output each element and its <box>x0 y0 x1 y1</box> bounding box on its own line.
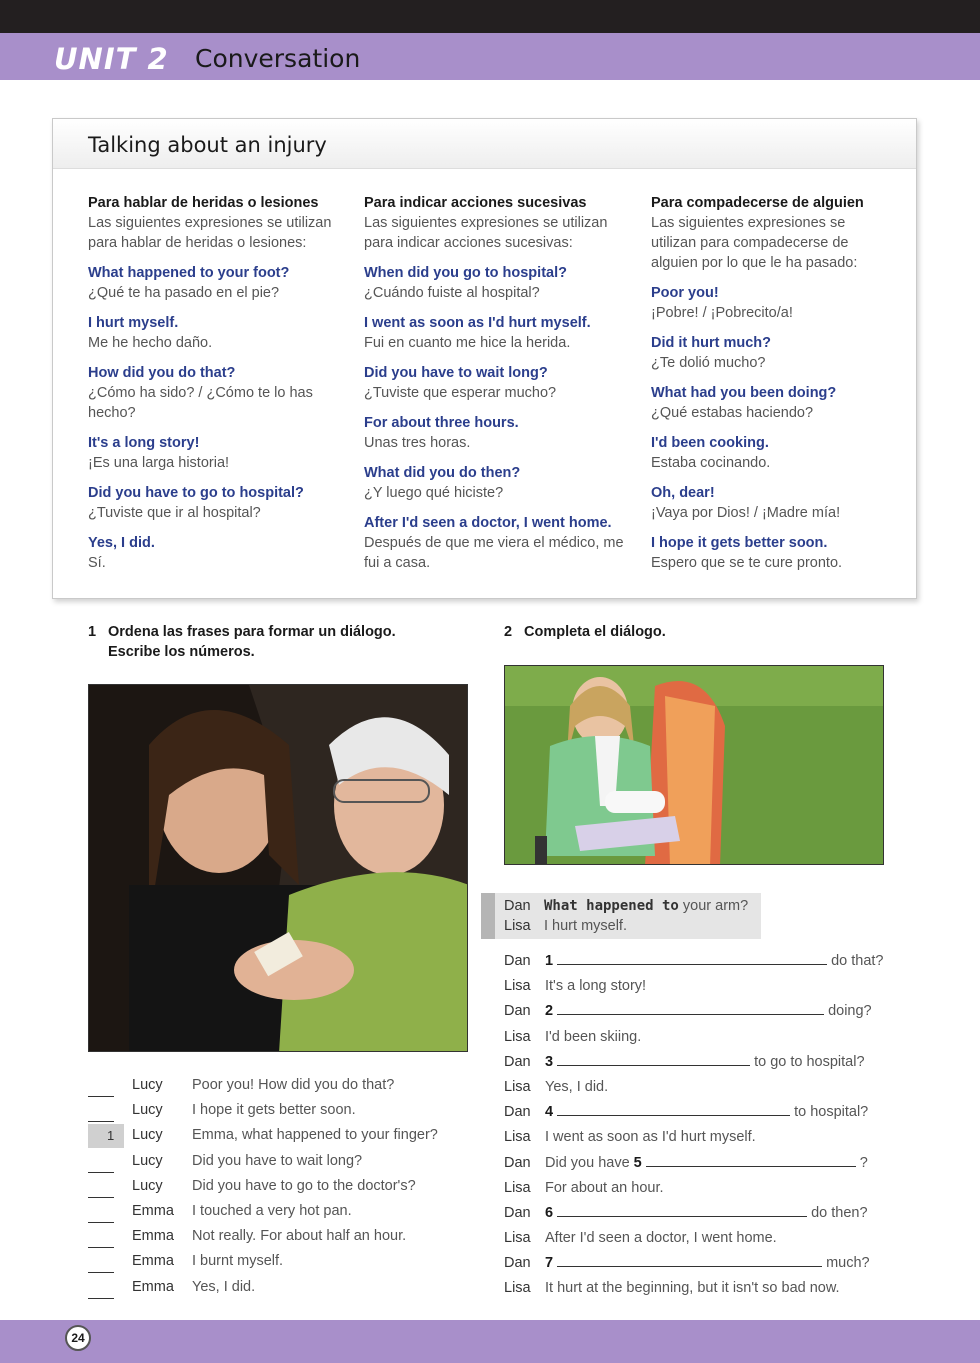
phrase-english: Oh, dear! <box>651 485 715 501</box>
utterance <box>545 1202 868 1224</box>
phrase-item <box>364 513 629 573</box>
phrase-item <box>88 363 343 423</box>
answer-blank-line[interactable] <box>557 951 827 965</box>
phrase-spanish: ¡Pobre! / ¡Pobrecito/a! <box>651 305 793 321</box>
gap-number: 5 <box>633 1154 642 1171</box>
phrase-column-sequences <box>364 193 629 583</box>
order-number-blank[interactable] <box>88 1153 114 1173</box>
utterance: Yes, I did. <box>545 1078 609 1095</box>
speaker-name: Lucy <box>132 1102 163 1119</box>
phrase-english: Did it hurt much? <box>651 335 772 351</box>
phrase-spanish: ¿Te dolió mucho? <box>651 355 766 371</box>
phrase-item <box>364 363 629 403</box>
phrase-item <box>364 263 629 303</box>
phrase-item <box>364 313 629 353</box>
dialogue-line <box>504 1051 882 1076</box>
phrase-item <box>88 483 343 523</box>
order-number-blank[interactable] <box>88 1228 114 1248</box>
speaker-name: Dan <box>504 1053 531 1070</box>
exercise-2-number: 2 <box>504 624 513 640</box>
phrase-english: I'd been cooking. <box>651 435 769 451</box>
answer-blank-line[interactable] <box>557 1052 750 1066</box>
gap-number: 4 <box>545 1104 554 1121</box>
exercise-2-title <box>504 622 666 642</box>
answer-blank-line[interactable] <box>557 1203 807 1217</box>
dialogue-line <box>504 1202 882 1227</box>
column-title: Para hablar de heridas o lesiones <box>88 195 319 211</box>
example-speaker: Dan <box>504 898 531 914</box>
photo-bandaging-finger <box>88 684 468 1052</box>
phrase-spanish: ¿Qué estabas haciendo? <box>651 405 814 421</box>
dialogue-line <box>504 1227 882 1252</box>
top-black-bar <box>0 0 980 33</box>
example-line-1 <box>504 896 748 916</box>
speaker-name: Dan <box>504 1003 531 1020</box>
photo-girl-with-arm-cast <box>504 665 884 865</box>
speaker-name: Dan <box>504 1154 531 1171</box>
phrase-english: Poor you! <box>651 285 719 301</box>
example-line-2 <box>504 916 627 936</box>
order-number-blank[interactable] <box>88 1077 114 1097</box>
phrase-item <box>651 283 891 323</box>
order-number-blank[interactable] <box>88 1124 124 1148</box>
exercise-1-number: 1 <box>88 624 97 640</box>
dialogue-line <box>504 1252 882 1277</box>
phrase-spanish: ¡Es una larga historia! <box>88 455 230 471</box>
answer-blank-line[interactable] <box>557 1001 824 1015</box>
page-number: 24 <box>65 1325 91 1351</box>
order-number-blank[interactable] <box>88 1203 114 1223</box>
prompt-text: to hospital? <box>794 1104 869 1121</box>
phrase-item <box>651 433 891 473</box>
phrase-column-sympathy <box>651 193 891 583</box>
utterance: I touched a very hot pan. <box>192 1202 352 1219</box>
dialogue-line <box>504 1152 882 1177</box>
exercise-2-example-box <box>481 893 761 939</box>
gap-number: 6 <box>545 1204 554 1221</box>
phrase-english: What did you do then? <box>364 465 521 481</box>
phrase-english: I went as soon as I'd hurt myself. <box>364 315 591 331</box>
example-box-bar <box>481 893 495 939</box>
phrase-english: I hurt myself. <box>88 315 179 331</box>
dialogue-line <box>504 950 882 975</box>
speaker-name: Lucy <box>132 1077 163 1093</box>
phrase-english: What happened to your foot? <box>88 265 290 281</box>
order-number-blank[interactable] <box>88 1102 114 1122</box>
phrase-spanish: ¿Cuándo fuiste al hospital? <box>364 285 540 301</box>
answer-blank-line[interactable] <box>646 1153 856 1167</box>
phrase-item <box>364 463 629 503</box>
phrase-spanish: ¡Vaya por Dios! / ¡Madre mía! <box>651 505 841 521</box>
speaker-name: Dan <box>504 1204 531 1221</box>
exercise-1-title <box>88 622 396 662</box>
exercise-2-dialogue <box>504 950 882 1303</box>
unit-label: UNIT 2 <box>54 42 169 76</box>
dialogue-line <box>504 1026 882 1051</box>
speaker-name: Lisa <box>504 1129 531 1146</box>
speaker-name: Emma <box>132 1228 174 1245</box>
gap-number: 3 <box>545 1053 554 1070</box>
dialogue-line <box>504 1177 882 1202</box>
speaker-name: Dan <box>504 953 531 969</box>
dialogue-line <box>504 1126 882 1151</box>
prompt-text: do that? <box>831 953 884 969</box>
utterance: Yes, I did. <box>192 1278 256 1295</box>
dialogue-line <box>504 1101 882 1126</box>
phrase-english: Yes, I did. <box>88 535 155 551</box>
phrase-spanish: Me he hecho daño. <box>88 335 213 351</box>
utterance: Poor you! How did you do that? <box>192 1077 395 1093</box>
utterance <box>545 1152 868 1174</box>
phrase-spanish: Fui en cuanto me hice la herida. <box>364 335 571 351</box>
utterance <box>545 1000 872 1022</box>
utterance: It hurt at the beginning, but it isn't so bad now. <box>545 1280 840 1297</box>
phrase-english: For about three hours. <box>364 415 519 431</box>
example-speaker: Lisa <box>504 918 531 934</box>
prompt-text: doing? <box>828 1003 872 1020</box>
speaker-name: Dan <box>504 1104 531 1121</box>
speaker-name: Emma <box>132 1253 174 1270</box>
utterance <box>545 1101 868 1123</box>
footer-bar <box>0 1320 980 1363</box>
dialogue-line <box>504 1000 882 1025</box>
phrase-english: It's a long story! <box>88 435 200 451</box>
utterance <box>545 950 884 972</box>
example-answer: I hurt myself. <box>544 918 627 934</box>
speaker-name: Lisa <box>504 1280 531 1297</box>
utterance <box>545 1051 865 1073</box>
phrase-spanish: ¿Tuviste que ir al hospital? <box>88 505 261 521</box>
section-title: Conversation <box>195 44 361 73</box>
dialogue-line <box>504 1076 882 1101</box>
phrase-item <box>88 263 343 303</box>
phrase-box-header <box>53 119 916 169</box>
phrase-item <box>88 533 343 573</box>
phrase-spanish: ¿Y luego qué hiciste? <box>364 485 504 501</box>
order-number-blank[interactable] <box>88 1253 114 1273</box>
column-intro: Las siguientes expresiones se utilizan para compadecerse de alguien por lo que le ha pasado: <box>651 215 858 271</box>
phrase-english: After I'd seen a doctor, I went home. <box>364 515 612 531</box>
phrase-item <box>651 483 891 523</box>
phrase-spanish: Sí. <box>88 555 106 571</box>
prompt-text: ? <box>859 1154 868 1171</box>
phrase-spanish: Espero que se te cure pronto. <box>651 555 843 571</box>
column-title: Para indicar acciones sucesivas <box>364 195 587 211</box>
example-text: your arm? <box>678 898 749 914</box>
prompt-text: to go to hospital? <box>754 1053 865 1070</box>
column-title: Para compadecerse de alguien <box>651 195 864 211</box>
phrase-spanish: Después de que me viera el médico, me fui a casa. <box>364 535 624 571</box>
utterance: For about an hour. <box>545 1179 664 1196</box>
utterance: Not really. For about half an hour. <box>192 1228 407 1245</box>
phrase-english: How did you do that? <box>88 365 236 381</box>
utterance: It's a long story! <box>545 978 647 995</box>
dialogue-line <box>504 975 882 1000</box>
phrase-spanish: ¿Tuviste que esperar mucho? <box>364 385 557 401</box>
gap-number: 1 <box>545 953 554 969</box>
phrase-spanish: ¿Cómo ha sido? / ¿Cómo te lo has hecho? <box>88 385 313 421</box>
prompt-text: much? <box>826 1255 870 1272</box>
phrase-item <box>88 313 343 353</box>
column-intro: Las siguientes expresiones se utilizan para hablar de heridas o lesiones: <box>88 215 332 251</box>
utterance: I went as soon as I'd hurt myself. <box>545 1129 756 1146</box>
phrase-english: When did you go to hospital? <box>364 265 567 281</box>
phrase-item <box>364 413 629 453</box>
answer-blank-line[interactable] <box>557 1102 790 1116</box>
speaker-name: Lisa <box>504 1078 531 1095</box>
phrase-item <box>88 433 343 473</box>
speaker-name: Dan <box>504 1255 531 1272</box>
exercise-1-instruction: Ordena las frases para formar un diálogo. <box>108 624 396 640</box>
phrase-spanish: Unas tres horas. <box>364 435 471 451</box>
answer-blank-line[interactable] <box>557 1253 822 1267</box>
speaker-name: Lucy <box>132 1127 163 1144</box>
phrase-box-title: Talking about an injury <box>88 133 327 157</box>
speaker-name: Emma <box>132 1202 174 1219</box>
phrase-english: Did you have to wait long? <box>364 365 548 381</box>
utterance <box>545 1252 870 1274</box>
utterance: I hope it gets better soon. <box>192 1102 356 1119</box>
phrase-column-injuries <box>88 193 343 583</box>
gap-number: 2 <box>545 1003 554 1020</box>
column-intro: Las siguientes expresiones se utilizan para indicar acciones sucesivas: <box>364 215 608 251</box>
exercise-2-instruction: Completa el diálogo. <box>524 624 666 640</box>
example-handwritten-answer: What happened to <box>544 898 679 914</box>
speaker-name: Lisa <box>504 1230 531 1247</box>
phrase-item <box>651 333 891 373</box>
order-number: 1 <box>107 1128 115 1144</box>
exercise-1-instruction-2: Escribe los números. <box>108 644 255 660</box>
utterance: Emma, what happened to your finger? <box>192 1127 438 1144</box>
utterance: I'd been skiing. <box>545 1028 642 1045</box>
speaker-name: Lisa <box>504 978 531 995</box>
phrase-item <box>651 533 891 573</box>
order-number-blank[interactable] <box>88 1178 114 1198</box>
utterance: Did you have to go to the doctor's? <box>192 1177 416 1194</box>
utterance: I burnt myself. <box>192 1253 284 1270</box>
speaker-name: Emma <box>132 1278 174 1295</box>
phrase-spanish: Estaba cocinando. <box>651 455 771 471</box>
gap-number: 7 <box>545 1255 554 1272</box>
speaker-name: Lisa <box>504 1028 531 1045</box>
speaker-name: Lisa <box>504 1179 531 1196</box>
order-number-blank[interactable] <box>88 1279 114 1299</box>
phrase-english: Did you have to go to hospital? <box>88 485 304 501</box>
phrase-english: What had you been doing? <box>651 385 837 401</box>
utterance: After I'd seen a doctor, I went home. <box>545 1230 777 1247</box>
dialogue-line <box>504 1277 882 1302</box>
prompt-text: Did you have <box>545 1154 630 1171</box>
speaker-name: Lucy <box>132 1177 163 1194</box>
phrase-english: I hope it gets better soon. <box>651 535 828 551</box>
phrase-spanish: ¿Qué te ha pasado en el pie? <box>88 285 280 301</box>
speaker-name: Lucy <box>132 1152 163 1169</box>
prompt-text: do then? <box>811 1204 868 1221</box>
phrase-item <box>651 383 891 423</box>
phrase-box <box>52 118 917 599</box>
utterance: Did you have to wait long? <box>192 1152 363 1169</box>
